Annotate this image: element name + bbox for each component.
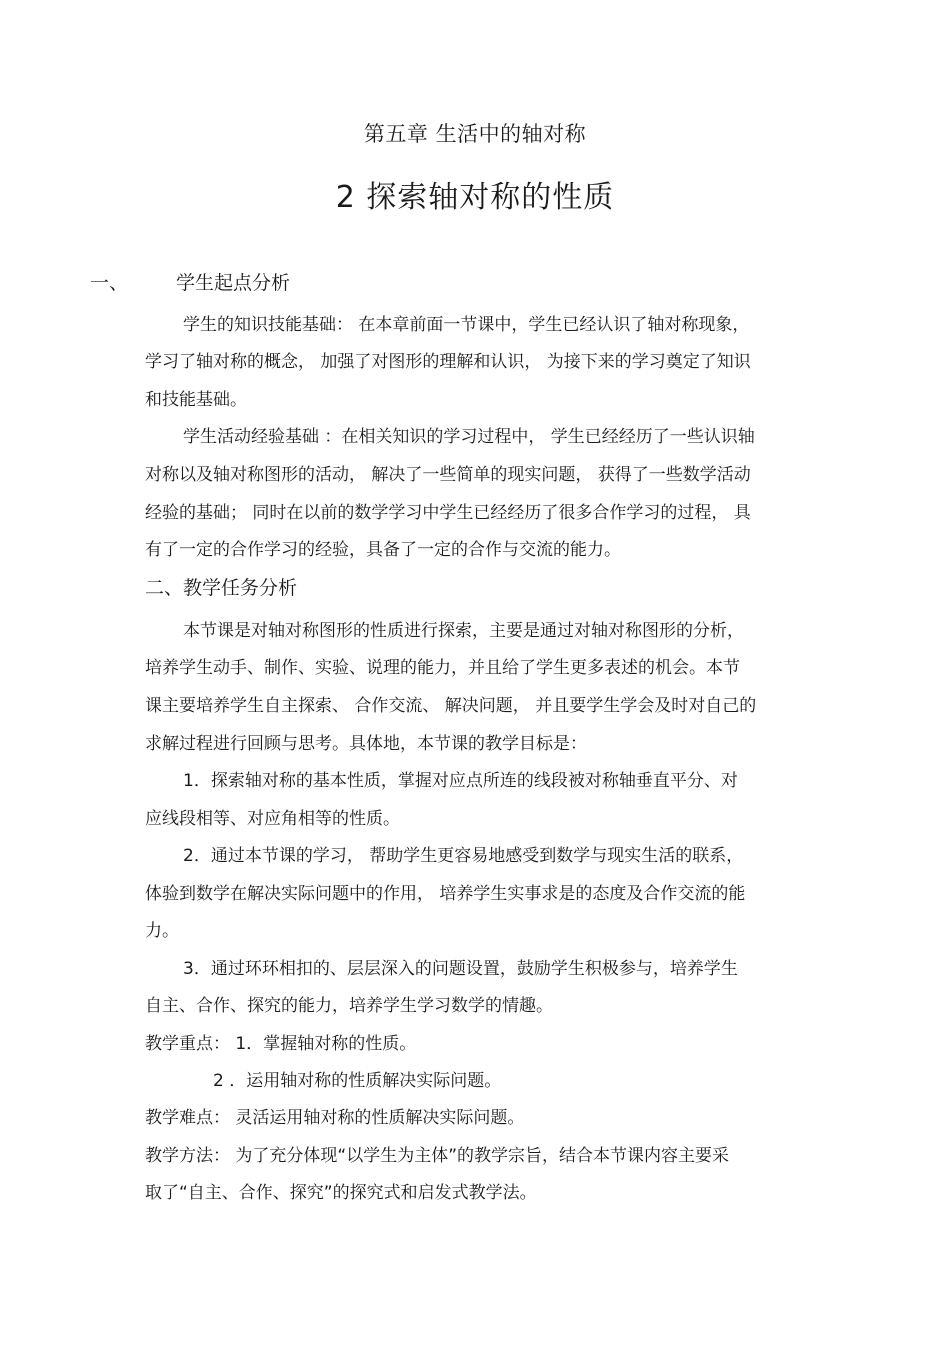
- paragraph-line: 学习了轴对称的概念， 加强了对图形的理解和认识， 为接下来的学习奠定了知识: [145, 352, 751, 372]
- paragraph-line: 和技能基础。: [145, 390, 247, 410]
- goal-item: 1．探索轴对称的基本性质，掌握对应点所连的线段被对称轴垂直平分、对: [183, 771, 738, 791]
- paragraph-line: 求解过程进行回顾与思考。具体地，本节课的教学目标是：: [145, 734, 587, 754]
- goal-item: 2．通过本节课的学习， 帮助学生更容易地感受到数学与现实生活的联系，: [183, 846, 744, 866]
- page-title: 2 探索轴对称的性质: [335, 180, 615, 215]
- section-number: 一、: [90, 272, 129, 294]
- paragraph-line: 经验的基础； 同时在以前的数学学习中学生已经经历了很多合作学习的过程， 具: [145, 503, 751, 523]
- paragraph-line: 力。: [145, 921, 179, 941]
- teaching-method: 教学方法： 为了充分体现“以学生为主体”的教学宗旨，结合本节课内容主要采: [145, 1146, 730, 1166]
- key-points: 教学重点： 1．掌握轴对称的性质。: [145, 1034, 417, 1054]
- chapter-heading: 第五章 生活中的轴对称: [363, 122, 587, 146]
- section-heading-1: [90, 272, 290, 294]
- section-title: 学生起点分析: [176, 272, 291, 294]
- paragraph-line: 培养学生动手、制作、实验、说理的能力，并且给了学生更多表述的机会。本节: [145, 658, 740, 678]
- goal-item: 3．通过环环相扣的、层层深入的问题设置，鼓励学生积极参与，培养学生: [183, 959, 738, 979]
- paragraph-line: 对称以及轴对称图形的活动， 解决了一些简单的现实问题， 获得了一些数学活动: [145, 465, 751, 485]
- key-points-item: 2 ．运用轴对称的性质解决实际问题。: [213, 1071, 502, 1091]
- paragraph-line: 应线段相等、对应角相等的性质。: [145, 809, 400, 829]
- paragraph-line: 体验到数学在解决实际问题中的作用， 培养学生实事求是的态度及合作交流的能: [145, 884, 746, 904]
- section-heading-2: 二、教学任务分析: [145, 577, 298, 599]
- difficult-points: 教学难点： 灵活运用轴对称的性质解决实际问题。: [145, 1108, 525, 1128]
- paragraph-line: 取了“自主、合作、探究”的探究式和启发式教学法。: [145, 1183, 537, 1203]
- paragraph-line: 本节课是对轴对称图形的性质进行探索，主要是通过对轴对称图形的分析，: [183, 621, 744, 641]
- paragraph-line: 学生活动经验基础 ：在相关知识的学习过程中， 学生已经经历了一些认识轴: [183, 427, 755, 447]
- paragraph-line: 有了一定的合作学习的经验，具备了一定的合作与交流的能力。: [145, 540, 621, 560]
- paragraph-line: 课主要培养学生自主探索、 合作交流、 解决问题， 并且要学生学会及时对自己的: [145, 696, 757, 716]
- paragraph-line: 自主、合作、探究的能力，培养学生学习数学的情趣。: [145, 996, 553, 1016]
- paragraph-line: 学生的知识技能基础： 在本章前面一节课中，学生已经认识了轴对称现象，: [183, 315, 750, 335]
